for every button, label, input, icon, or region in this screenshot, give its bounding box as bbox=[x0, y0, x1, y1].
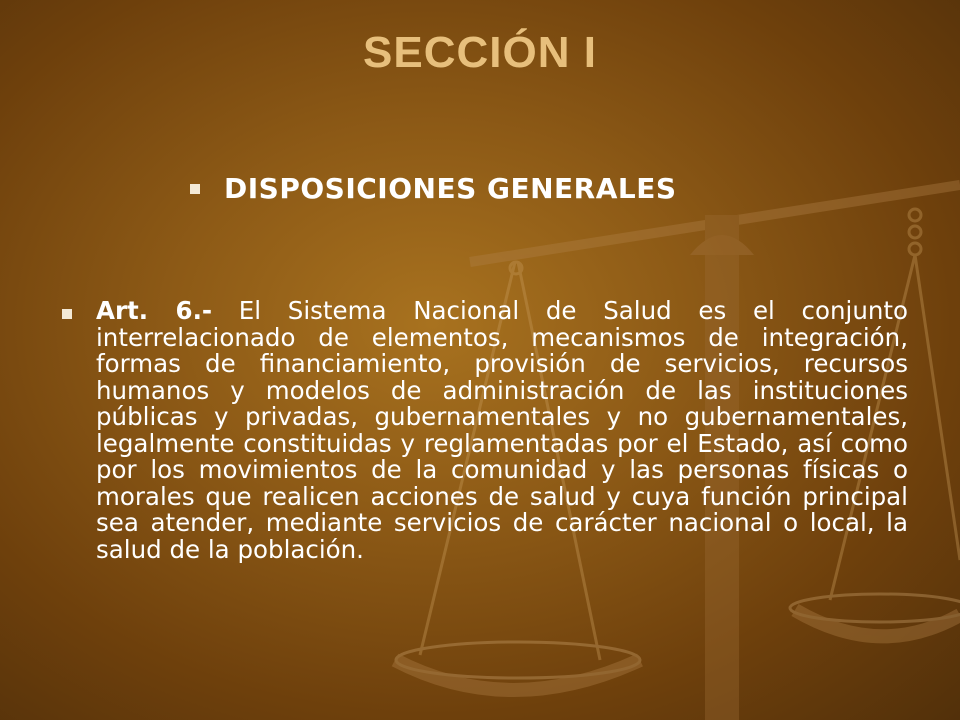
article-body: El Sistema Nacional de Salud es el conjunto interrelacionado de elementos, mecanismos de integración, formas de financiamiento, provisión de servicios, recursos humanos y modelos de administración de las instituciones públicas y privadas, gubernamentales y no gubernamentales, legalmente constituidas y reglamentadas por el Estado, así como por los movimientos de la comunidad y las personas físicas o morales que realicen acciones de salud y cuya función principal sea atender, mediante servicios de carácter nacional o local, la salud de la población. bbox=[96, 296, 909, 564]
section-subtitle: DISPOSICIONES GENERALES bbox=[224, 172, 677, 205]
article-paragraph bbox=[96, 298, 908, 563]
article-row bbox=[62, 298, 908, 563]
square-bullet-icon bbox=[62, 309, 72, 319]
square-bullet-icon bbox=[190, 184, 200, 194]
article-label: Art. 6.- bbox=[96, 296, 213, 325]
subtitle-row bbox=[190, 172, 677, 205]
slide-title: SECCIÓN I bbox=[363, 28, 597, 77]
